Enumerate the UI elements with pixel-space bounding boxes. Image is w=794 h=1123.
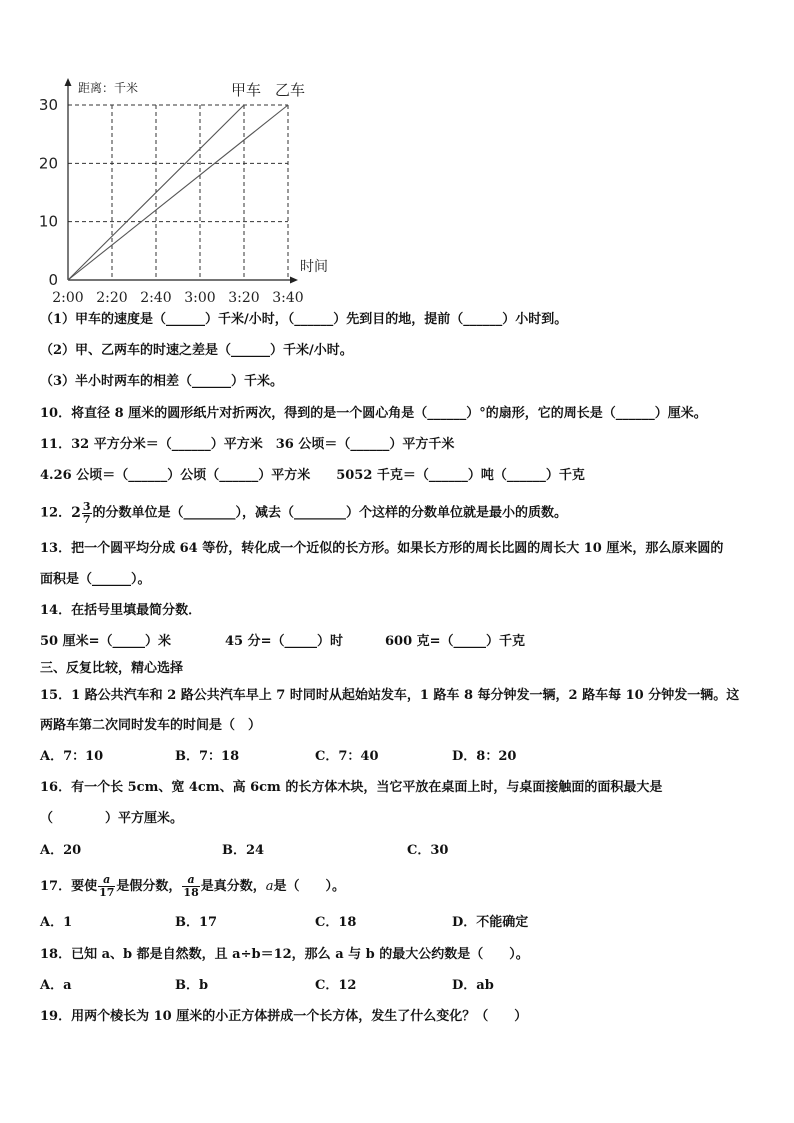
q9-sub2: （2）甲、乙两车的时速之差是（______）千米/小时。 xyxy=(40,343,353,358)
q13-line2: 面积是（______）。 xyxy=(40,572,151,587)
q17-variable: a xyxy=(265,879,274,894)
q17-suffix: 是真分数， xyxy=(200,879,266,894)
q16-line2: （ ）平方厘米。 xyxy=(40,811,184,826)
series-label: 乙车 xyxy=(274,81,306,99)
q15-option-c: C．7：40 xyxy=(315,749,379,764)
q10: 10．将直径 8 厘米的圆形纸片对折两次，得到的是一个圆心角是（______）°的扇形，它的周长是（______）厘米。 xyxy=(40,406,707,421)
x-tick-label: 2:20 xyxy=(96,290,128,306)
chart-ticks xyxy=(39,96,304,306)
q15-line2: 两路车第二次同时发车的时间是（ ） xyxy=(40,718,262,733)
q15-option-d: D．8：20 xyxy=(452,749,517,764)
q12-whole: 2 xyxy=(71,505,81,521)
q14-item-a: 50 厘米=（_____）米 xyxy=(40,634,172,649)
x-axis-label: 时间 xyxy=(300,259,328,275)
q17-fraction-2 xyxy=(182,874,199,899)
chart-axes xyxy=(65,78,299,284)
q11-line2: 4.26 公顷＝（______）公顷（______）平方米 5052 千克＝（______）吨（______）千克 xyxy=(40,468,585,483)
q18-option-d: D．ab xyxy=(452,978,494,993)
q17-option-c: C．18 xyxy=(315,915,357,930)
section-3-heading: 三、反复比较，精心选择 xyxy=(40,661,184,676)
q18-line1: 18．已知 a、b 都是自然数，且 a÷b＝12，那么 a 与 b 的最大公约数是（ ）。 xyxy=(40,947,529,962)
q18-option-a: A．a xyxy=(40,978,72,993)
x-tick-label: 3:00 xyxy=(184,290,216,306)
q9-sub1: （1）甲车的速度是（______）千米/小时，（______）先到目的地，提前（______）小时到。 xyxy=(40,312,568,327)
q17-fraction-1-denominator: 17 xyxy=(99,886,115,899)
x-axis-arrow xyxy=(290,277,298,284)
chart-svg xyxy=(30,68,350,313)
distance-time-graph xyxy=(30,68,350,313)
y-axis-arrow xyxy=(65,78,72,86)
q17-prefix: 17．要使 xyxy=(40,879,98,894)
q18-option-b: B．b xyxy=(175,978,209,993)
y-tick-label: 20 xyxy=(38,154,58,173)
q17-option-d: D．不能确定 xyxy=(452,915,529,930)
q17-fraction-2-numerator: a xyxy=(182,874,199,887)
q15-line1: 15．1 路公共汽车和 2 路公共汽车早上 7 时同时从起始站发车，1 路车 8 每分钟发一辆，2 路车每 10 分钟发一辆。这 xyxy=(40,688,740,703)
q16-option-a: A．20 xyxy=(40,843,82,858)
q12 xyxy=(40,499,567,528)
q16-option-c: C．30 xyxy=(407,843,449,858)
q12-prefix: 12． xyxy=(40,505,72,521)
q17-fraction-2-denominator: 18 xyxy=(183,886,199,899)
x-tick-label: 2:00 xyxy=(52,290,84,306)
chart-series xyxy=(68,81,305,280)
y-tick-label: 30 xyxy=(38,96,58,114)
q13-line1: 13．把一个圆平均分成 64 等份，转化成一个近似的长方形。如果长方形的周长比圆的周长大 10 厘米，那么原来圆的 xyxy=(40,541,724,556)
q17-fraction-1 xyxy=(98,874,115,899)
x-tick-label: 2:40 xyxy=(140,290,172,306)
q16-option-b: B．24 xyxy=(222,843,265,858)
q16-line1: 16．有一个长 5cm、宽 4cm、高 6cm 的长方体木块，当它平放在桌面上时，与桌面接触面的面积最大是 xyxy=(40,780,663,795)
q14-item-c: 600 克=（_____）千克 xyxy=(385,634,526,649)
q17-option-b: B．17 xyxy=(175,915,218,930)
q12-numerator: 3 xyxy=(82,499,91,513)
q17-end: 是（ ）。 xyxy=(273,879,346,894)
y-axis-label: 距离：千米 xyxy=(78,81,139,95)
q19: 19．用两个棱长为 10 厘米的小正方体拼成一个长方体，发生了什么变化？（ ） xyxy=(40,1009,528,1024)
q17 xyxy=(40,872,345,902)
q17-mid: 是假分数， xyxy=(116,879,182,894)
q17-option-a: A．1 xyxy=(40,915,73,930)
q12-denominator: 7 xyxy=(82,512,91,526)
q9-sub3: （3）半小时两车的相差（______）千米。 xyxy=(40,374,284,389)
x-tick-label: 3:20 xyxy=(228,290,260,306)
q15-option-b: B．7：18 xyxy=(175,749,240,764)
x-tick-label: 3:40 xyxy=(272,290,304,306)
q12-fraction xyxy=(82,501,92,526)
q14-item-b: 45 分=（_____）时 xyxy=(225,634,344,649)
q11-line1: 11．32 平方分米＝（______）平方米 36 公顷＝（______）平方千米 xyxy=(40,437,455,452)
y-tick-label: 0 xyxy=(48,271,58,289)
q17-fraction-1-numerator: a xyxy=(98,874,115,887)
q15-option-a: A．7：10 xyxy=(40,749,104,764)
q14-line1: 14．在括号里填最简分数． xyxy=(40,603,202,618)
series-line xyxy=(68,105,288,280)
q12-suffix: 的分数单位是（________），减去（________）个这样的分数单位就是最小的质数。 xyxy=(92,505,568,521)
q18-option-c: C．12 xyxy=(315,978,357,993)
y-tick-label: 10 xyxy=(38,212,58,231)
series-label: 甲车 xyxy=(230,81,262,99)
